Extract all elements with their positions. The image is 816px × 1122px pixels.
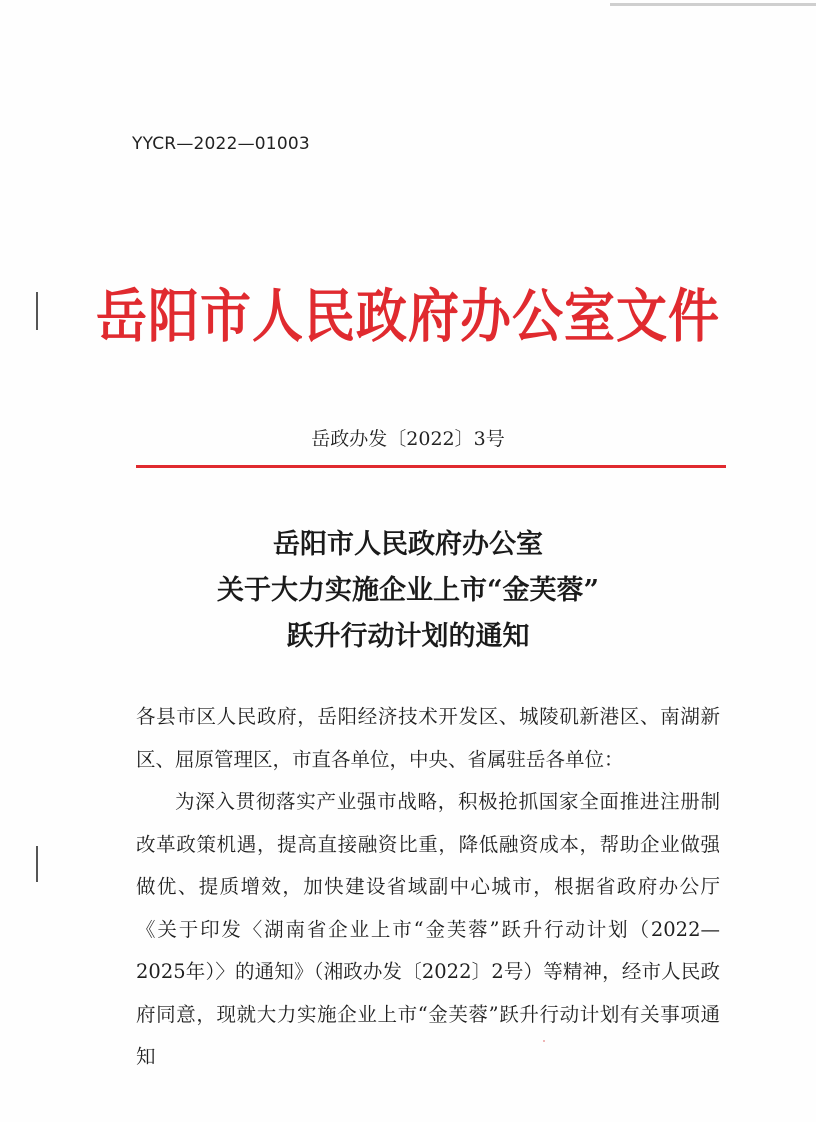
title-line: 岳阳市人民政府办公室 bbox=[273, 529, 543, 560]
binding-margin-mark bbox=[36, 846, 38, 882]
salutation-paragraph: 各县市区人民政府，岳阳经济技术开发区、城陵矶新港区、南湖新区、屈原管理区，市直各单位，中央、省属驻岳各单位： bbox=[136, 705, 720, 771]
title-line: 跃升行动计划的通知 bbox=[286, 621, 530, 652]
document-number: 岳政办发〔2022〕3号 bbox=[311, 428, 505, 450]
body-paragraph: 为深入贯彻落实产业强市战略，积极抢抓国家全面推进注册制改革政策机遇，提高直接融资比重，降低融资成本，帮助企业做强做优、提质增效，加快建设省域副中心城市，根据省政府办公厅《关于印发〈湖南省企业上市“金芙蓉”跃升行动计划（2022—2025年）〉的通知》（湘政办发〔2022〕2号）等精神，经市人民政府同意，现就大力实施企业上市“金芙蓉”跃升行动计划有关事项通知 bbox=[136, 790, 720, 1068]
document-title bbox=[0, 522, 816, 660]
issuer-header: 岳阳市人民政府办公室文件 bbox=[95, 283, 720, 351]
red-divider-line bbox=[136, 465, 726, 468]
scan-speck bbox=[543, 1040, 545, 1042]
document-body bbox=[136, 696, 720, 1079]
title-line: 关于大力实施企业上市“金芙蓉” bbox=[216, 575, 600, 606]
document-code: YYCR—2022—01003 bbox=[132, 134, 310, 154]
binding-margin-mark bbox=[36, 292, 38, 330]
scan-edge-mark bbox=[610, 3, 816, 6]
